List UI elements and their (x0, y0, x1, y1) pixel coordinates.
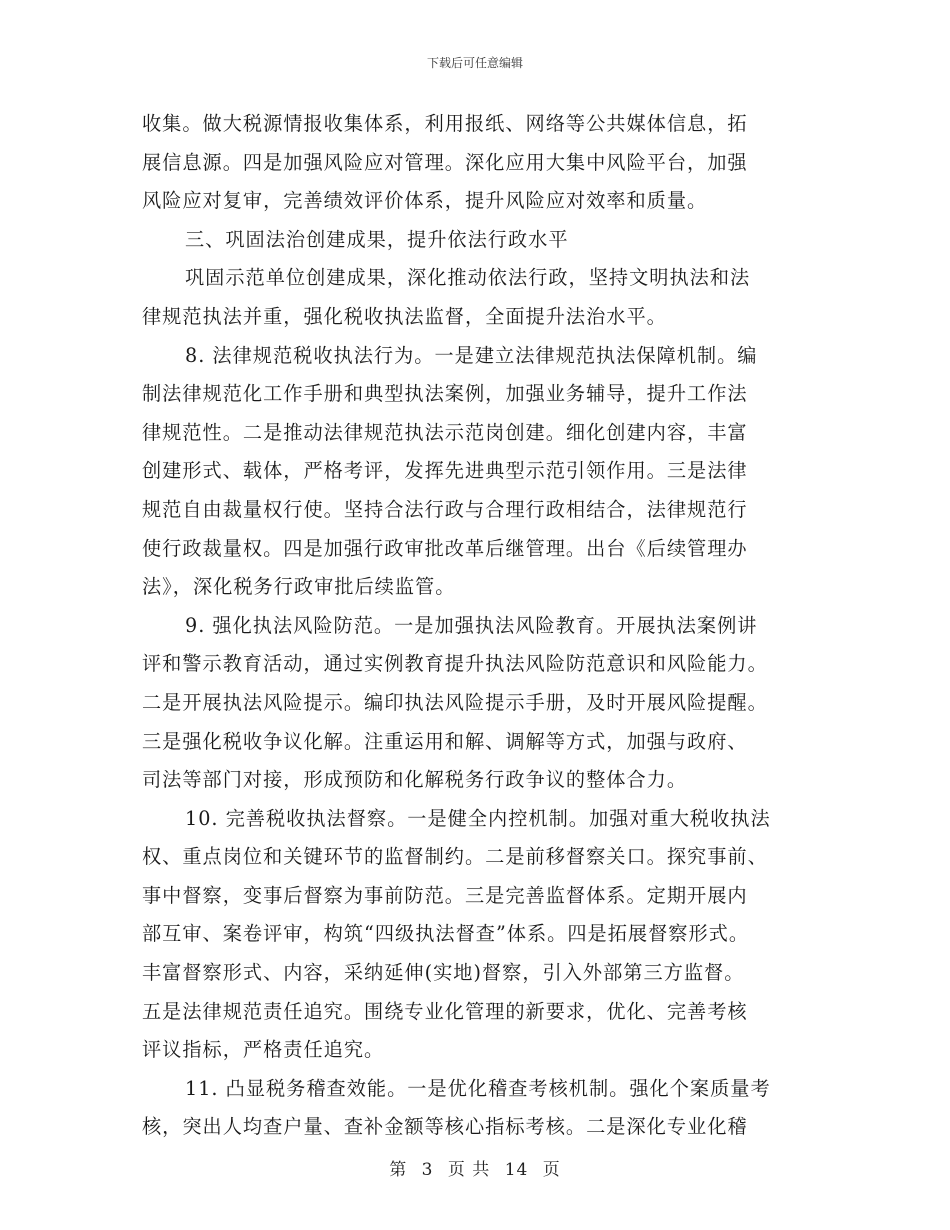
text-line: 三是强化税收争议化解。注重运用和解、调解等方式，加强与政府、 (142, 729, 748, 753)
text-line: 创建形式、载体，严格考评，发挥先进典型示范引领作用。三是法律 (142, 459, 748, 483)
text-line: 事中督察，变事后督察为事前防范。三是完善监督体系。定期开展内 (142, 883, 748, 907)
text-line: 规范自由裁量权行使。坚持合法行政与合理行政相结合，法律规范行 (142, 497, 748, 521)
text-line: 巩固示范单位创建成果，深化推动依法行政，坚持文明执法和法 (185, 266, 751, 290)
text-line: 法》，深化税务行政审批后续监管。 (142, 575, 456, 599)
text-line: 二是开展执法风险提示。编印执法风险提示手册，及时开展风险提醒。 (142, 690, 768, 714)
text-line: 律规范执法并重，强化税收执法监督，全面提升法治水平。 (142, 304, 667, 328)
text-line: 展信息源。四是加强风险应对管理。深化应用大集中风险平台，加强 (142, 150, 748, 174)
text-line: 8. 法律规范税收执法行为。一是建立法律规范执法保障机制。编 (185, 343, 758, 367)
text-line: 使行政裁量权。四是加强行政审批改革后继管理。出台《后续管理办 (142, 536, 748, 560)
text-line: 11. 凸显税务稽查效能。一是优化稽查考核机制。强化个案质量考 (185, 1076, 771, 1100)
text-line: 评议指标，严格责任追究。 (142, 1038, 385, 1062)
text-line: 制法律规范化工作手册和典型执法案例，加强业务辅导，提升工作法 (142, 382, 748, 406)
text-line: 9. 强化执法风险防范。一是加强执法风险教育。开展执法案例讲 (185, 613, 758, 637)
footer-suffix: 页 (542, 1160, 561, 1180)
document-body (142, 105, 812, 1147)
text-line: 丰富督察形式、内容，采纳延伸(实地)督察，引入外部第三方监督。 (142, 961, 745, 985)
page-footer (0, 1155, 950, 1180)
text-line: 部互审、案卷评审，构筑“四级执法督查”体系。四是拓展督察形式。 (142, 922, 750, 946)
text-line: 五是法律规范责任追究。围绕专业化管理的新要求，优化、完善考核 (142, 999, 748, 1023)
text-line: 权、重点岗位和关键环节的监督制约。二是前移督察关口。探究事前、 (142, 845, 768, 869)
footer-middle: 页 共 (447, 1160, 491, 1180)
text-line: 律规范性。二是推动法律规范执法示范岗创建。细化创建内容，丰富 (142, 420, 748, 444)
header-note: 下载后可任意编辑 (426, 56, 523, 70)
text-line: 三、巩固法治创建成果，提升依法行政水平 (185, 227, 569, 251)
footer-prefix: 第 (389, 1160, 408, 1180)
text-line: 风险应对复审，完善绩效评价体系，提升风险应对效率和质量。 (142, 189, 708, 213)
text-line: 评和警示教育活动，通过实例教育提升执法风险防范意识和风险能力。 (142, 652, 768, 676)
footer-total-pages: 14 (504, 1160, 529, 1180)
text-line: 10. 完善税收执法督察。一是健全内控机制。加强对重大税收执法 (185, 806, 771, 830)
text-line: 核，突出人均查户量、查补金额等核心指标考核。二是深化专业化稽 (142, 1115, 748, 1139)
text-line: 收集。做大税源情报收集体系，利用报纸、网络等公共媒体信息，拓 (142, 112, 748, 135)
text-line: 司法等部门对接，形成预防和化解税务行政争议的整体合力。 (142, 768, 688, 792)
footer-current-page: 3 (421, 1160, 434, 1180)
